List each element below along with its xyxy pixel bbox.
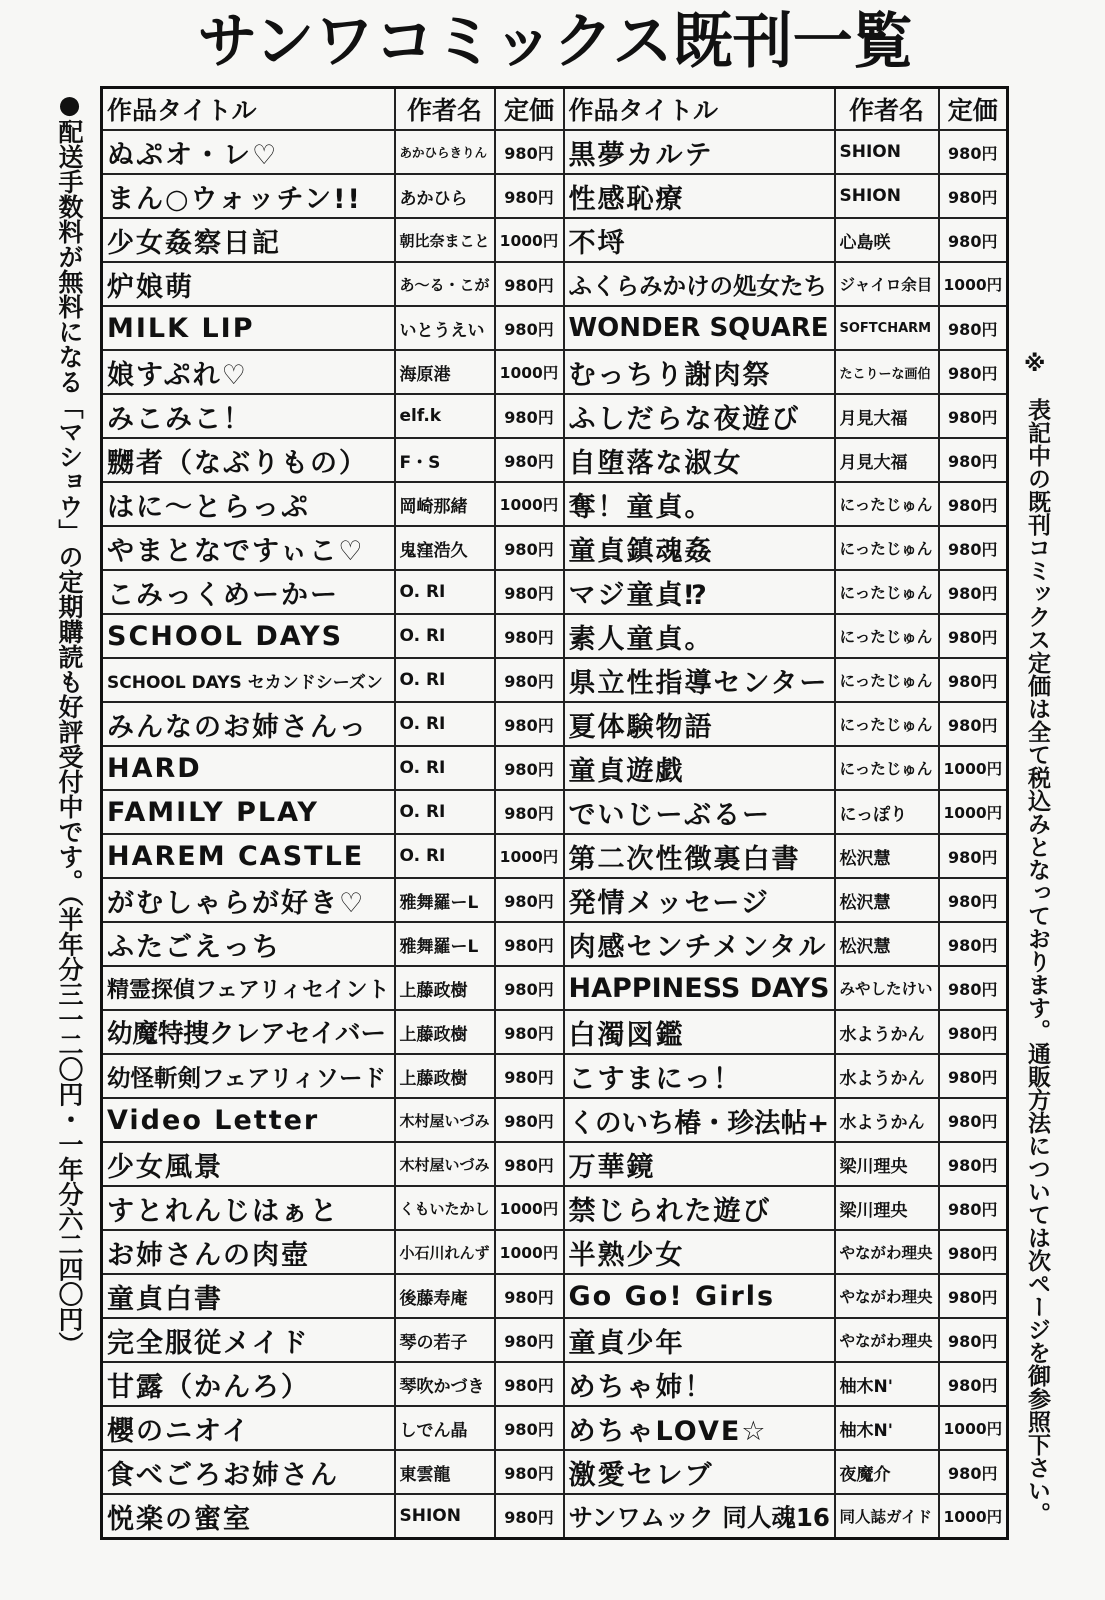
header-price: 定価: [939, 88, 1008, 131]
table-row: [102, 658, 1008, 702]
title-cell: Go Go! Girls: [564, 1274, 835, 1318]
author-cell: 海原港: [395, 350, 495, 394]
price-cell: 980円: [939, 130, 1008, 174]
author-cell: 岡崎那緒: [395, 482, 495, 526]
author-cell: SHION: [835, 130, 939, 174]
table-row: [102, 438, 1008, 482]
author-cell: いとうえい: [395, 306, 495, 350]
price-cell: 980円: [495, 1494, 564, 1539]
price-cell: 980円: [495, 306, 564, 350]
title-cell: みこみこ！: [102, 394, 395, 438]
title-cell: 肉感センチメンタル: [564, 922, 835, 966]
table-row: [102, 702, 1008, 746]
author-cell: やながわ理央: [835, 1230, 939, 1274]
price-cell: 980円: [939, 1230, 1008, 1274]
price-cell: 980円: [495, 526, 564, 570]
price-cell: 980円: [939, 1142, 1008, 1186]
page-title: サンワコミックス既刊一覧: [197, 7, 913, 77]
table-row: [102, 966, 1008, 1010]
author-cell: 後藤寿庵: [395, 1274, 495, 1318]
price-cell: 980円: [495, 790, 564, 834]
author-cell: やながわ理央: [835, 1318, 939, 1362]
table-row: [102, 1098, 1008, 1142]
title-cell: はに〜とらっぷ: [102, 482, 395, 526]
author-cell: 松沢慧: [835, 922, 939, 966]
author-cell: 水ようかん: [835, 1054, 939, 1098]
author-cell: 水ようかん: [835, 1098, 939, 1142]
title-cell: 素人童貞。: [564, 614, 835, 658]
title-cell: 禁じられた遊び: [564, 1186, 835, 1230]
price-cell: 980円: [939, 834, 1008, 878]
header-author: 作者名: [395, 88, 495, 131]
title-cell: 完全服従メイド: [102, 1318, 395, 1362]
title-cell: まん○ウォッチン!!: [102, 174, 395, 218]
title-cell: 性感恥療: [564, 174, 835, 218]
price-cell: 980円: [495, 174, 564, 218]
author-cell: にったじゅん: [835, 746, 939, 790]
header-title: 作品タイトル: [102, 88, 395, 131]
author-cell: SHION: [835, 174, 939, 218]
table-row: [102, 1186, 1008, 1230]
author-cell: しでん晶: [395, 1406, 495, 1450]
title-cell: 嬲者（なぶりもの）: [102, 438, 395, 482]
title-cell: 童貞少年: [564, 1318, 835, 1362]
author-cell: 上藤政樹: [395, 966, 495, 1010]
price-cell: 980円: [939, 658, 1008, 702]
table-row: [102, 1230, 1008, 1274]
price-cell: 1000円: [495, 1186, 564, 1230]
title-cell: 少女風景: [102, 1142, 395, 1186]
price-note: 表記中の既刊コミックス定価は全て税込みとなっております。通販方法については次ページを御参照下さい。: [1024, 398, 1050, 1525]
title-cell: FAMILY PLAY: [102, 790, 395, 834]
title-cell: 食べごろお姉さん: [102, 1450, 395, 1494]
title-cell: がむしゃらが好き♡: [102, 878, 395, 922]
title-cell: 櫻のニオイ: [102, 1406, 395, 1450]
title-cell: 第二次性徴裏白書: [564, 834, 835, 878]
title-cell: 甘露（かんろ）: [102, 1362, 395, 1406]
price-cell: 980円: [495, 1274, 564, 1318]
price-cell: 980円: [939, 702, 1008, 746]
title-cell: 県立性指導センター: [564, 658, 835, 702]
table-row: [102, 1362, 1008, 1406]
title-cell: WONDER SQUARE: [564, 306, 835, 350]
author-cell: 柚木N': [835, 1362, 939, 1406]
table-row: [102, 306, 1008, 350]
title-cell: めちゃ姉！: [564, 1362, 835, 1406]
table-row: [102, 218, 1008, 262]
title-cell: HARD: [102, 746, 395, 790]
author-cell: 鬼窪浩久: [395, 526, 495, 570]
author-cell: にったじゅん: [835, 482, 939, 526]
author-cell: ジャイロ余目: [835, 262, 939, 306]
table-row: [102, 614, 1008, 658]
author-cell: 上藤政樹: [395, 1010, 495, 1054]
price-cell: 1000円: [939, 790, 1008, 834]
author-cell: 夜魔介: [835, 1450, 939, 1494]
price-cell: 980円: [495, 878, 564, 922]
author-cell: あかひら: [395, 174, 495, 218]
author-cell: O. RI: [395, 746, 495, 790]
title-cell: SCHOOL DAYS: [102, 614, 395, 658]
author-cell: 木村屋いづみ: [395, 1098, 495, 1142]
title-cell: 少女姦察日記: [102, 218, 395, 262]
title-cell: サンワムック 同人魂16: [564, 1494, 835, 1539]
author-cell: にったじゅん: [835, 702, 939, 746]
title-cell: 半熟少女: [564, 1230, 835, 1274]
table-row: [102, 1010, 1008, 1054]
subscription-note: ●配送手数料が無料になる「マショウ」の定期購読も好評受付中です。（半年分三一二〇円・一年分六二四〇円）: [55, 90, 84, 1357]
table-row: [102, 1450, 1008, 1494]
price-cell: 980円: [495, 1406, 564, 1450]
author-cell: 雅舞羅ーL: [395, 878, 495, 922]
table-row: [102, 526, 1008, 570]
price-cell: 980円: [939, 922, 1008, 966]
title-cell: HAPPINESS DAYS: [564, 966, 835, 1010]
price-cell: 980円: [495, 1054, 564, 1098]
price-cell: 980円: [495, 130, 564, 174]
table-row: [102, 1274, 1008, 1318]
title-cell: 奪！童貞。: [564, 482, 835, 526]
title-cell: 万華鏡: [564, 1142, 835, 1186]
price-cell: 980円: [495, 1362, 564, 1406]
author-cell: にったじゅん: [835, 658, 939, 702]
title-cell: 童貞白書: [102, 1274, 395, 1318]
table-row: [102, 174, 1008, 218]
price-cell: 1000円: [939, 262, 1008, 306]
title-cell: 童貞遊戯: [564, 746, 835, 790]
price-cell: 980円: [495, 262, 564, 306]
title-cell: 白濁図鑑: [564, 1010, 835, 1054]
author-cell: 水ようかん: [835, 1010, 939, 1054]
table-row: [102, 834, 1008, 878]
price-cell: 1000円: [495, 482, 564, 526]
title-cell: 激愛セレブ: [564, 1450, 835, 1494]
price-cell: 980円: [939, 1186, 1008, 1230]
title-cell: 黒夢カルテ: [564, 130, 835, 174]
price-cell: 1000円: [495, 218, 564, 262]
table-row: [102, 1142, 1008, 1186]
author-cell: みやしたけい: [835, 966, 939, 1010]
author-cell: 柚木N': [835, 1406, 939, 1450]
table-row: [102, 1406, 1008, 1450]
title-cell: むっちり謝肉祭: [564, 350, 835, 394]
price-cell: 980円: [495, 922, 564, 966]
author-cell: O. RI: [395, 834, 495, 878]
price-cell: 1000円: [939, 746, 1008, 790]
title-cell: お姉さんの肉壺: [102, 1230, 395, 1274]
author-cell: あ〜る・こが: [395, 262, 495, 306]
title-cell: みんなのお姉さんっ: [102, 702, 395, 746]
price-cell: 980円: [939, 1318, 1008, 1362]
price-cell: 980円: [939, 1274, 1008, 1318]
author-cell: 心島咲: [835, 218, 939, 262]
price-cell: 980円: [495, 746, 564, 790]
table-row: [102, 746, 1008, 790]
author-cell: 梁川理央: [835, 1142, 939, 1186]
table-row: [102, 878, 1008, 922]
price-cell: 980円: [495, 570, 564, 614]
author-cell: 松沢慧: [835, 834, 939, 878]
header-price: 定価: [495, 88, 564, 131]
title-cell: やまとなですぃこ♡: [102, 526, 395, 570]
price-cell: 1000円: [495, 834, 564, 878]
title-cell: 幼怪斬剣フェアリィソード: [102, 1054, 395, 1098]
table-row: [102, 570, 1008, 614]
note-mark: ※: [1024, 352, 1046, 377]
title-cell: ふしだらな夜遊び: [564, 394, 835, 438]
title-cell: こすまにっ！: [564, 1054, 835, 1098]
price-cell: 1000円: [939, 1406, 1008, 1450]
price-cell: 980円: [939, 570, 1008, 614]
author-cell: 朝比奈まこと: [395, 218, 495, 262]
title-cell: 発情メッセージ: [564, 878, 835, 922]
price-cell: 980円: [495, 1142, 564, 1186]
price-cell: 980円: [939, 1010, 1008, 1054]
title-cell: すとれんじはぁと: [102, 1186, 395, 1230]
author-cell: にったじゅん: [835, 570, 939, 614]
header-row: [102, 88, 1008, 131]
header-title: 作品タイトル: [564, 88, 835, 131]
author-cell: F・S: [395, 438, 495, 482]
author-cell: 琴吹かづき: [395, 1362, 495, 1406]
title-cell: 自堕落な淑女: [564, 438, 835, 482]
price-cell: 980円: [939, 394, 1008, 438]
price-cell: 1000円: [495, 1230, 564, 1274]
author-cell: 月見大福: [835, 394, 939, 438]
table-row: [102, 922, 1008, 966]
price-cell: 980円: [939, 306, 1008, 350]
price-cell: 980円: [495, 1010, 564, 1054]
table-row: [102, 790, 1008, 834]
price-cell: 980円: [939, 878, 1008, 922]
title-cell: マジ童貞⁉: [564, 570, 835, 614]
author-cell: SOFTCHARM: [835, 306, 939, 350]
title-cell: 幼魔特捜クレアセイバー: [102, 1010, 395, 1054]
table-row: [102, 262, 1008, 306]
table-row: [102, 1054, 1008, 1098]
price-cell: 980円: [495, 394, 564, 438]
title-cell: くのいち椿・珍法帖+: [564, 1098, 835, 1142]
author-cell: O. RI: [395, 702, 495, 746]
title-cell: こみっくめーかー: [102, 570, 395, 614]
author-cell: 月見大福: [835, 438, 939, 482]
price-cell: 1000円: [939, 1494, 1008, 1539]
price-cell: 980円: [939, 350, 1008, 394]
price-cell: 980円: [939, 1098, 1008, 1142]
title-cell: ふたごえっち: [102, 922, 395, 966]
author-cell: 上藤政樹: [395, 1054, 495, 1098]
author-cell: 東雲龍: [395, 1450, 495, 1494]
author-cell: たこりーな画伯: [835, 350, 939, 394]
price-cell: 1000円: [495, 350, 564, 394]
price-cell: 980円: [939, 614, 1008, 658]
price-cell: 980円: [495, 1318, 564, 1362]
price-cell: 980円: [495, 966, 564, 1010]
author-cell: O. RI: [395, 658, 495, 702]
price-cell: 980円: [939, 218, 1008, 262]
price-cell: 980円: [495, 702, 564, 746]
price-cell: 980円: [939, 1362, 1008, 1406]
price-cell: 980円: [495, 658, 564, 702]
price-cell: 980円: [495, 438, 564, 482]
table-row: [102, 130, 1008, 174]
author-cell: O. RI: [395, 570, 495, 614]
table-row: [102, 1494, 1008, 1539]
comics-list-table: [100, 86, 1009, 1540]
title-cell: MILK LIP: [102, 306, 395, 350]
price-cell: 980円: [939, 966, 1008, 1010]
price-cell: 980円: [939, 438, 1008, 482]
author-cell: 小石川れんず: [395, 1230, 495, 1274]
author-cell: O. RI: [395, 614, 495, 658]
author-cell: 琴の若子: [395, 1318, 495, 1362]
table-row: [102, 394, 1008, 438]
author-cell: 同人誌ガイド: [835, 1494, 939, 1539]
title-cell: めちゃLOVE☆: [564, 1406, 835, 1450]
author-cell: 梁川理央: [835, 1186, 939, 1230]
title-cell: 夏体験物語: [564, 702, 835, 746]
title-cell: Video Letter: [102, 1098, 395, 1142]
author-cell: あかひらきりん: [395, 130, 495, 174]
price-cell: 980円: [939, 1054, 1008, 1098]
price-cell: 980円: [939, 526, 1008, 570]
price-cell: 980円: [495, 1450, 564, 1494]
author-cell: くもいたかし: [395, 1186, 495, 1230]
author-cell: にっぽり: [835, 790, 939, 834]
price-cell: 980円: [939, 174, 1008, 218]
author-cell: O. RI: [395, 790, 495, 834]
author-cell: にったじゅん: [835, 526, 939, 570]
author-cell: やながわ理央: [835, 1274, 939, 1318]
title-cell: 炉娘萌: [102, 262, 395, 306]
author-cell: elf.k: [395, 394, 495, 438]
table-row: [102, 350, 1008, 394]
author-cell: 雅舞羅ーL: [395, 922, 495, 966]
title-cell: SCHOOL DAYS セカンドシーズン: [102, 658, 395, 702]
author-cell: SHION: [395, 1494, 495, 1539]
title-cell: 娘すぷれ♡: [102, 350, 395, 394]
price-cell: 980円: [939, 1450, 1008, 1494]
price-cell: 980円: [495, 614, 564, 658]
table-row: [102, 482, 1008, 526]
table-row: [102, 1318, 1008, 1362]
title-cell: HAREM CASTLE: [102, 834, 395, 878]
title-cell: でいじーぶるー: [564, 790, 835, 834]
title-cell: ぬぷオ・レ♡: [102, 130, 395, 174]
author-cell: にったじゅん: [835, 614, 939, 658]
price-cell: 980円: [495, 1098, 564, 1142]
author-cell: 木村屋いづみ: [395, 1142, 495, 1186]
title-cell: 精霊探偵フェアリィセイント: [102, 966, 395, 1010]
title-cell: 悦楽の蜜室: [102, 1494, 395, 1539]
author-cell: 松沢慧: [835, 878, 939, 922]
title-cell: ふくらみかけの処女たち: [564, 262, 835, 306]
title-cell: 童貞鎮魂姦: [564, 526, 835, 570]
title-cell: 不埒: [564, 218, 835, 262]
header-author: 作者名: [835, 88, 939, 131]
price-cell: 980円: [939, 482, 1008, 526]
